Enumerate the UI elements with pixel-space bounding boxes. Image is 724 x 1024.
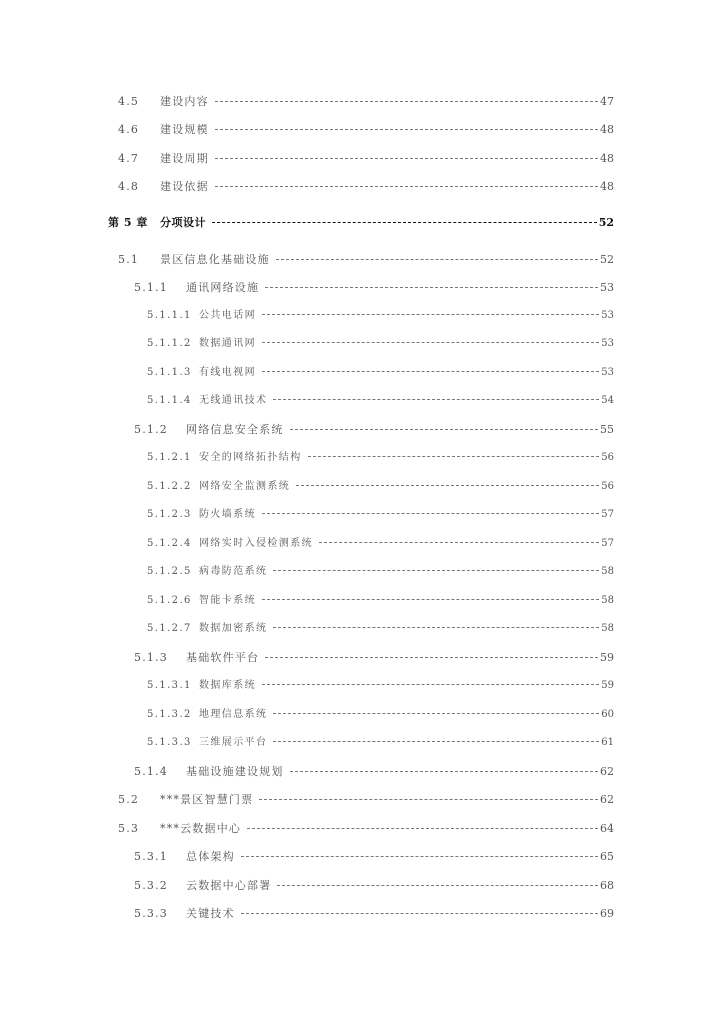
- toc-entry[interactable]: [134, 847, 614, 867]
- entry-number: 4.7: [118, 152, 140, 165]
- entry-page: 55: [600, 423, 614, 436]
- toc-entry[interactable]: [147, 591, 614, 611]
- entry-title: 网络安全监测系统: [199, 481, 291, 492]
- toc-entry[interactable]: [147, 562, 614, 582]
- toc-entry[interactable]: [147, 391, 614, 411]
- toc-entry[interactable]: [134, 420, 614, 440]
- toc-entry[interactable]: [134, 648, 614, 668]
- dot-leader: [290, 428, 598, 430]
- entry-title: 通讯网络设施: [186, 281, 260, 294]
- dot-leader: [241, 855, 598, 857]
- toc-entry[interactable]: [147, 505, 614, 525]
- entry-title: 智能卡系统: [199, 595, 256, 606]
- entry-title: 地理信息系统: [199, 709, 268, 720]
- entry-number: 5.1.1.2: [147, 338, 192, 349]
- entry-number: 5.1.2.3: [147, 509, 192, 520]
- entry-number: 5.1.4: [134, 765, 168, 778]
- toc-entry[interactable]: [147, 334, 614, 354]
- dot-leader: [273, 712, 599, 714]
- entry-title: 有线电视网: [199, 367, 256, 378]
- dot-leader: [290, 770, 598, 772]
- toc-entry[interactable]: [147, 477, 614, 497]
- entry-page: 54: [601, 395, 614, 406]
- entry-title: 安全的网络拓扑结构: [199, 452, 302, 463]
- toc-entry[interactable]: [147, 705, 614, 725]
- entry-page: 59: [601, 680, 614, 691]
- toc-entry[interactable]: [147, 363, 614, 383]
- dot-leader: [277, 884, 598, 886]
- entry-title: 公共电话网: [199, 310, 256, 321]
- dot-leader: [262, 313, 599, 315]
- toc-entry[interactable]: [118, 790, 614, 810]
- entry-title: 基础软件平台: [186, 651, 260, 664]
- toc-entry[interactable]: [118, 250, 614, 270]
- chapter-page: 52: [598, 216, 614, 229]
- entry-page: 56: [601, 481, 614, 492]
- dot-leader: [276, 258, 598, 260]
- entry-page: 48: [600, 123, 614, 136]
- entry-title: 建设规模: [160, 123, 209, 136]
- dot-leader: [212, 221, 597, 223]
- entry-title: 建设周期: [160, 152, 209, 165]
- toc-entry[interactable]: [134, 762, 614, 782]
- entry-page: 61: [601, 737, 614, 748]
- entry-number: 4.6: [118, 123, 140, 136]
- entry-number: 5.1.2.4: [147, 538, 192, 549]
- entry-page: 53: [600, 281, 614, 294]
- entry-page: 64: [600, 822, 614, 835]
- dot-leader: [262, 512, 599, 514]
- entry-number: 4.8: [118, 180, 140, 193]
- toc-entry[interactable]: [147, 619, 614, 639]
- toc-chapter-entry[interactable]: [108, 213, 614, 233]
- dot-leader: [215, 185, 598, 187]
- entry-page: 56: [601, 452, 614, 463]
- entry-title: 景区信息化基础设施: [160, 253, 270, 266]
- toc-entry[interactable]: [118, 177, 614, 197]
- entry-number: 5.1.3.1: [147, 680, 192, 691]
- entry-title: 网络实时入侵检测系统: [199, 538, 313, 549]
- entry-number: 5.1.1.3: [147, 367, 192, 378]
- entry-number: 5.3.1: [134, 850, 168, 863]
- dot-leader: [273, 569, 599, 571]
- entry-number: 5.1.2.2: [147, 481, 192, 492]
- dot-leader: [273, 740, 599, 742]
- toc-entry[interactable]: [118, 819, 614, 839]
- entry-title: 基础设施建设规划: [186, 765, 284, 778]
- chapter-title: 分项设计: [160, 216, 206, 229]
- entry-page: 60: [601, 709, 614, 720]
- entry-number: 5.1.2: [134, 423, 168, 436]
- entry-page: 62: [600, 793, 614, 806]
- toc-entry[interactable]: [118, 149, 614, 169]
- chapter-number: 第 5 章: [108, 216, 148, 229]
- entry-page: 53: [601, 338, 614, 349]
- toc-entry[interactable]: [147, 448, 614, 468]
- entry-page: 57: [601, 509, 614, 520]
- entry-title: 数据库系统: [199, 680, 256, 691]
- entry-number: 5.1.2.6: [147, 595, 192, 606]
- entry-title: 三维展示平台: [199, 737, 268, 748]
- entry-title: 建设内容: [160, 95, 209, 108]
- entry-page: 65: [600, 850, 614, 863]
- entry-title: 病毒防范系统: [199, 566, 268, 577]
- entry-title: 无线通讯技术: [199, 395, 268, 406]
- entry-page: 48: [600, 180, 614, 193]
- entry-number: 5.3.3: [134, 907, 168, 920]
- dot-leader: [262, 598, 599, 600]
- entry-page: 58: [601, 595, 614, 606]
- entry-page: 69: [600, 907, 614, 920]
- dot-leader: [215, 100, 598, 102]
- toc-entry[interactable]: [118, 120, 614, 140]
- dot-leader: [308, 455, 600, 457]
- entry-page: 59: [600, 651, 614, 664]
- dot-leader: [262, 683, 599, 685]
- entry-title: 建设依据: [160, 180, 209, 193]
- entry-number: 4.5: [118, 95, 140, 108]
- dot-leader: [247, 827, 598, 829]
- dot-leader: [265, 286, 598, 288]
- toc-entry[interactable]: [118, 92, 614, 112]
- dot-leader: [259, 798, 598, 800]
- entry-title: 防火墙系统: [199, 509, 256, 520]
- dot-leader: [273, 398, 599, 400]
- dot-leader: [215, 128, 598, 130]
- entry-page: 57: [601, 538, 614, 549]
- entry-title: 网络信息安全系统: [186, 423, 284, 436]
- entry-page: 68: [600, 879, 614, 892]
- entry-number: 5.1.1: [134, 281, 168, 294]
- entry-page: 48: [600, 152, 614, 165]
- entry-number: 5.1.3: [134, 651, 168, 664]
- entry-page: 53: [601, 367, 614, 378]
- entry-title: ***云数据中心: [160, 822, 242, 835]
- entry-title: 关键技术: [186, 907, 235, 920]
- entry-number: 5.3.2: [134, 879, 168, 892]
- entry-number: 5.1.3.2: [147, 709, 192, 720]
- dot-leader: [319, 541, 599, 543]
- entry-title: 总体架构: [186, 850, 235, 863]
- toc-entry[interactable]: [134, 904, 614, 924]
- toc-entry[interactable]: [134, 876, 614, 896]
- entry-title: 云数据中心部署: [186, 879, 272, 892]
- entry-page: 58: [601, 623, 614, 634]
- entry-number: 5.1.1.1: [147, 310, 192, 321]
- entry-page: 52: [600, 253, 614, 266]
- entry-title: 数据通讯网: [199, 338, 256, 349]
- entry-number: 5.3: [118, 822, 140, 835]
- entry-number: 5.1.2.7: [147, 623, 192, 634]
- dot-leader: [215, 157, 598, 159]
- toc-entry[interactable]: [147, 534, 614, 554]
- toc-entry[interactable]: [147, 306, 614, 326]
- dot-leader: [273, 626, 599, 628]
- dot-leader: [241, 912, 598, 914]
- toc-entry[interactable]: [134, 278, 614, 298]
- entry-page: 47: [600, 95, 614, 108]
- dot-leader: [262, 341, 599, 343]
- entry-page: 58: [601, 566, 614, 577]
- dot-leader: [265, 656, 598, 658]
- entry-number: 5.1.2.5: [147, 566, 192, 577]
- entry-title: 数据加密系统: [199, 623, 268, 634]
- entry-number: 5.1.3.3: [147, 737, 192, 748]
- entry-page: 62: [600, 765, 614, 778]
- entry-number: 5.1.2.1: [147, 452, 192, 463]
- entry-number: 5.2: [118, 793, 140, 806]
- entry-number: 5.1: [118, 253, 140, 266]
- dot-leader: [296, 484, 599, 486]
- toc-entry[interactable]: [147, 733, 614, 753]
- entry-number: 5.1.1.4: [147, 395, 192, 406]
- dot-leader: [262, 370, 599, 372]
- entry-page: 53: [601, 310, 614, 321]
- entry-title: ***景区智慧门票: [160, 793, 254, 806]
- toc-entry[interactable]: [147, 676, 614, 696]
